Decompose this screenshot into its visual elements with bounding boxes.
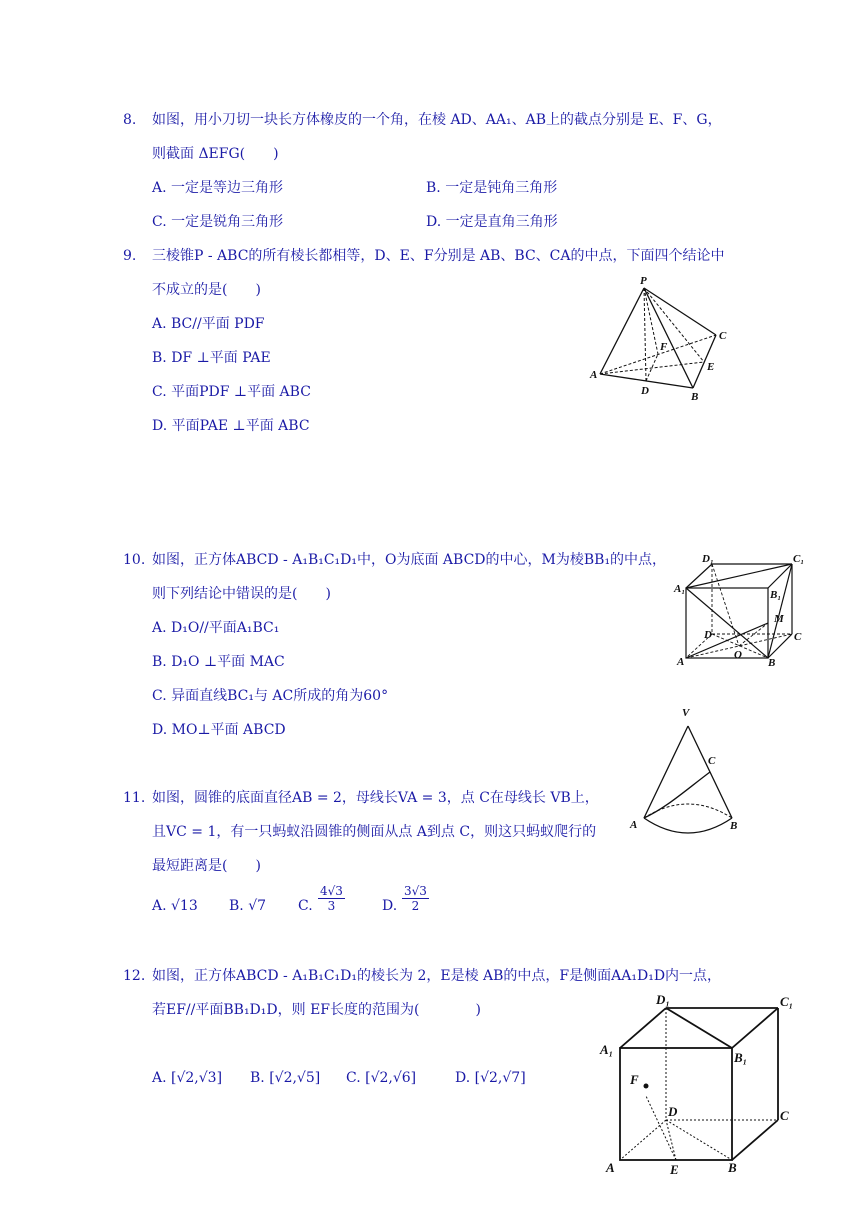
- q8-stem-line2: 则截面 ΔEFG( ): [152, 146, 279, 162]
- q12-option-c: C. [√2,√6]: [346, 1070, 417, 1086]
- q9-option-a: A. BC//平面 PDF: [152, 316, 265, 332]
- q11-option-d-fraction: [402, 884, 429, 913]
- label-a: A: [606, 1160, 615, 1175]
- label-c: C: [794, 631, 802, 643]
- label-b: B: [768, 657, 776, 668]
- label-o: O: [734, 649, 742, 661]
- q10-option-d: D. MO⊥平面 ABCD: [152, 722, 286, 738]
- label-c: C: [719, 330, 727, 342]
- q9-stem-line2: 不成立的是( ): [152, 282, 261, 298]
- q9-number: 9.: [123, 248, 137, 264]
- label-b: B: [691, 391, 699, 403]
- label-f: F: [660, 341, 668, 353]
- label-d1: D₁: [656, 992, 670, 1007]
- label-b1: B₁: [734, 1050, 748, 1065]
- label-e: E: [707, 361, 715, 373]
- q10-option-a: A. D₁O//平面A₁BC₁: [152, 620, 280, 636]
- label-d1: D₁: [702, 553, 714, 565]
- label-c1: C₁: [793, 553, 805, 565]
- label-a1: A₁: [600, 1042, 614, 1057]
- q11-option-b: B. √7: [229, 898, 267, 914]
- label-m: M: [774, 613, 784, 625]
- q12-option-b: B. [√2,√5]: [250, 1070, 321, 1086]
- label-a: A: [630, 819, 638, 831]
- label-a: A: [677, 656, 685, 668]
- cube-figure-q12: [598, 990, 802, 1180]
- label-v: V: [682, 707, 690, 719]
- q11-option-c-numerator: 4√3: [320, 884, 343, 898]
- q8-stem-line1: 如图，用小刀切一块长方体橡皮的一个角，在棱 AD、AA₁、AB上的截点分别是 E、F、G，: [152, 112, 722, 128]
- label-e: E: [670, 1162, 679, 1177]
- q9-option-b: B. DF ⊥平面 PAE: [152, 350, 271, 366]
- label-b: B: [728, 1160, 737, 1175]
- q12-option-a: A. [√2,√3]: [152, 1070, 223, 1086]
- label-a: A: [590, 369, 598, 381]
- q11-option-c-denominator: 3: [327, 899, 336, 913]
- q11-option-a: A. √13: [152, 898, 198, 914]
- q11-stem-line2: 且VC = 1，有一只蚂蚁沿圆锥的侧面从点 A到点 C，则这只蚂蚁爬行的: [152, 824, 597, 840]
- q11-option-c-label: C.: [298, 898, 313, 914]
- q8-option-a: A. 一定是等边三角形: [152, 180, 284, 196]
- q10-stem-line2: 则下列结论中错误的是( ): [152, 586, 331, 602]
- q11-number: 11.: [123, 790, 146, 806]
- cube-figure-q10: [672, 552, 806, 668]
- label-b: B: [730, 820, 738, 832]
- q9-stem-line1: 三棱锥P - ABC的所有棱长都相等，D、E、F分别是 AB、BC、CA的中点，下面四个结论中: [152, 248, 725, 264]
- q12-number: 12.: [123, 968, 146, 984]
- q12-option-d: D. [√2,√7]: [455, 1070, 526, 1086]
- q9-option-c: C. 平面PDF ⊥平面 ABC: [152, 384, 311, 400]
- label-d: D: [641, 385, 649, 397]
- label-c1: C₁: [780, 994, 794, 1009]
- q11-option-d-numerator: 3√3: [404, 884, 427, 898]
- q11-option-d-denominator: 2: [411, 899, 420, 913]
- q11-option-d-label: D.: [382, 898, 398, 914]
- label-d: D: [704, 629, 712, 641]
- q8-number: 8.: [123, 112, 137, 128]
- q10-stem-line1: 如图，正方体ABCD - A₁B₁C₁D₁中，O为底面 ABCD的中心，M为棱BB₁的中点，: [152, 552, 667, 568]
- q12-stem-line1: 如图，正方体ABCD - A₁B₁C₁D₁的棱长为 2，E是棱 AB的中点，F是侧面AA₁D₁D内一点，: [152, 968, 722, 984]
- label-f: F: [630, 1072, 639, 1087]
- label-b1: B₁: [770, 589, 782, 601]
- q11-stem-line1: 如图，圆锥的底面直径AB = 2，母线长VA = 3，点 C在母线长 VB上，: [152, 790, 599, 806]
- cone-figure: [626, 700, 750, 842]
- q8-option-c: C. 一定是锐角三角形: [152, 214, 284, 230]
- q10-number: 10.: [123, 552, 146, 568]
- q8-option-d: D. 一定是直角三角形: [426, 214, 558, 230]
- q11-stem-line3: 最短距离是( ): [152, 858, 261, 874]
- q8-option-b: B. 一定是钝角三角形: [426, 180, 558, 196]
- label-c: C: [780, 1108, 789, 1123]
- q12-stem-line2: 若EF//平面BB₁D₁D，则 EF长度的范围为( ): [152, 1002, 481, 1018]
- label-p: P: [640, 275, 647, 287]
- q11-option-c-fraction: [318, 884, 345, 913]
- q9-option-d: D. 平面PAE ⊥平面 ABC: [152, 418, 310, 434]
- label-d: D: [668, 1104, 678, 1119]
- label-a1: A₁: [674, 583, 686, 595]
- label-c: C: [708, 755, 716, 767]
- tetrahedron-figure: [588, 272, 728, 404]
- q10-option-c: C. 异面直线BC₁与 AC所成的角为60°: [152, 688, 389, 704]
- q10-option-b: B. D₁O ⊥平面 MAC: [152, 654, 285, 670]
